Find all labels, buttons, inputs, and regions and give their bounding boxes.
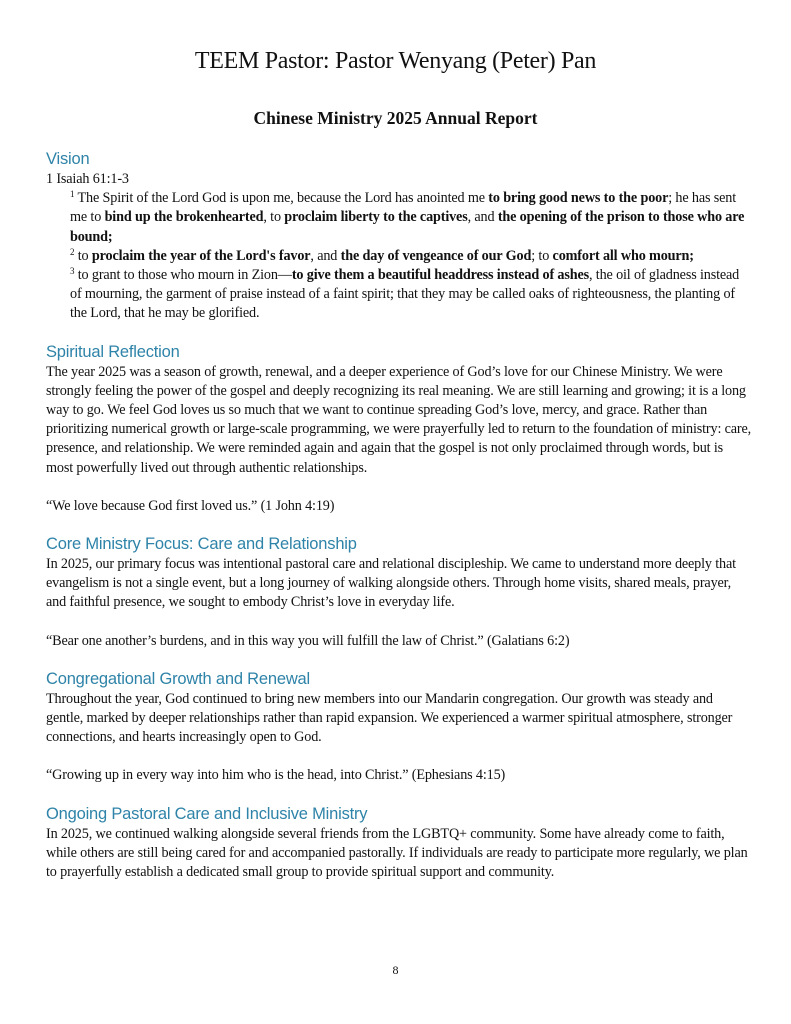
section-heading: Spiritual Reflection <box>46 342 180 361</box>
verse-number: 3 <box>70 266 75 277</box>
verse-text: The Spirit of the Lord God is upon me, because the Lord has anointed me <box>74 190 489 207</box>
section-heading-vision: Vision <box>46 150 90 168</box>
verse-1 <box>70 189 752 247</box>
section-spiritual-reflection <box>46 341 752 516</box>
verse-emphasis: the opening of the prison to those who are bound; <box>70 209 745 245</box>
verse-emphasis: the day of vengeance of our God <box>340 247 532 264</box>
verse-emphasis: comfort all who mourn; <box>552 247 694 264</box>
document-title: TEEM Pastor: Pastor Wenyang (Peter) Pan <box>194 48 597 74</box>
section-quote: “Bear one another’s burdens, and in this way you will fulfill the law of Christ.” (Galatians 6:2) <box>46 632 570 649</box>
section-congregational-growth <box>46 668 752 786</box>
verse-text: ; he has sent me to <box>70 190 737 226</box>
document-subtitle: Chinese Ministry 2025 Annual Report <box>253 108 538 128</box>
verse-text: , the oil of gladness instead of mourning, the garment of praise instead of a faint spirit; that they may be called oaks of righteousness, the planting of the Lord, that he may be glorified. <box>70 267 740 322</box>
section-quote: “We love because God first loved us.” (1 John 4:19) <box>46 497 335 514</box>
verse-number: 1 <box>70 189 75 200</box>
verse-text: , to <box>263 209 285 226</box>
document-body <box>46 148 752 882</box>
verse-text: to <box>74 247 92 264</box>
verse-emphasis: to give them a beautiful headdress instead of ashes <box>291 267 589 284</box>
section-heading: Congregational Growth and Renewal <box>46 669 310 688</box>
verse-list <box>46 189 752 323</box>
section-body: In 2025, we continued walking alongside several friends from the LGBTQ+ community. Some have already come to faith, while others are still being cared for and accompanied pastorally. If individuals are ready to participate more regularly, we plan to prayerfully establish a dedicated small group to provide spiritual support and community. <box>46 825 748 881</box>
verse-text: , and <box>467 209 498 226</box>
scripture-reference: 1 Isaiah 61:1-3 <box>46 171 129 187</box>
verse-2 <box>70 247 752 266</box>
section-core-ministry-focus <box>46 533 752 651</box>
verse-emphasis: to bring good news to the poor <box>488 190 669 207</box>
verse-emphasis: bind up the brokenhearted <box>104 209 264 226</box>
verse-text: , and <box>310 247 341 264</box>
verse-3 <box>70 266 752 324</box>
page-number: 8 <box>392 963 399 977</box>
verse-text: to grant to those who mourn in Zion— <box>74 267 292 284</box>
section-body: Throughout the year, God continued to bring new members into our Mandarin congregation. Our growth was steady and gentle, marked by deeper relationships rather than rapid expansion. We experienced a warmer spiritual atmosphere, stronger connections, and hearts increasingly open to God. <box>46 690 733 746</box>
section-quote: “Growing up in every way into him who is the head, into Christ.” (Ephesians 4:15) <box>46 767 506 784</box>
verse-number: 2 <box>70 246 75 257</box>
section-ongoing-pastoral-care <box>46 803 752 883</box>
section-heading: Core Ministry Focus: Care and Relationship <box>46 535 357 554</box>
verse-text: ; to <box>531 247 553 264</box>
section-body: The year 2025 was a season of growth, renewal, and a deeper experience of God’s love for our Chinese Ministry. We were strongly feeling the power of the gospel and deeply recognizing its real meaning. We are still learning and growing; it is a long way to go. We feel God loves us so much that we want to continue spreading God’s love, mercy, and grace. Rather than prioritizing numerical growth or large-scale programming, we were prayerfully led to return to the foundation of ministry: care, presence, and relationship. We were reminded again and again that the gospel is not only proclaimed through words, but is most powerfully lived out through authentic relationships. <box>46 363 752 476</box>
vision-section <box>46 148 752 324</box>
verse-emphasis: proclaim the year of the Lord's favor <box>91 247 311 264</box>
verse-emphasis: proclaim liberty to the captives <box>284 209 468 226</box>
section-heading: Ongoing Pastoral Care and Inclusive Ministry <box>46 804 368 823</box>
section-body: In 2025, our primary focus was intentional pastoral care and relational discipleship. We came to understand more deeply that evangelism is not a single event, but a long journey of walking alongside others. Through home visits, shared meals, prayer, and faithful presence, we sought to embody Christ’s love in everyday life. <box>46 556 736 611</box>
